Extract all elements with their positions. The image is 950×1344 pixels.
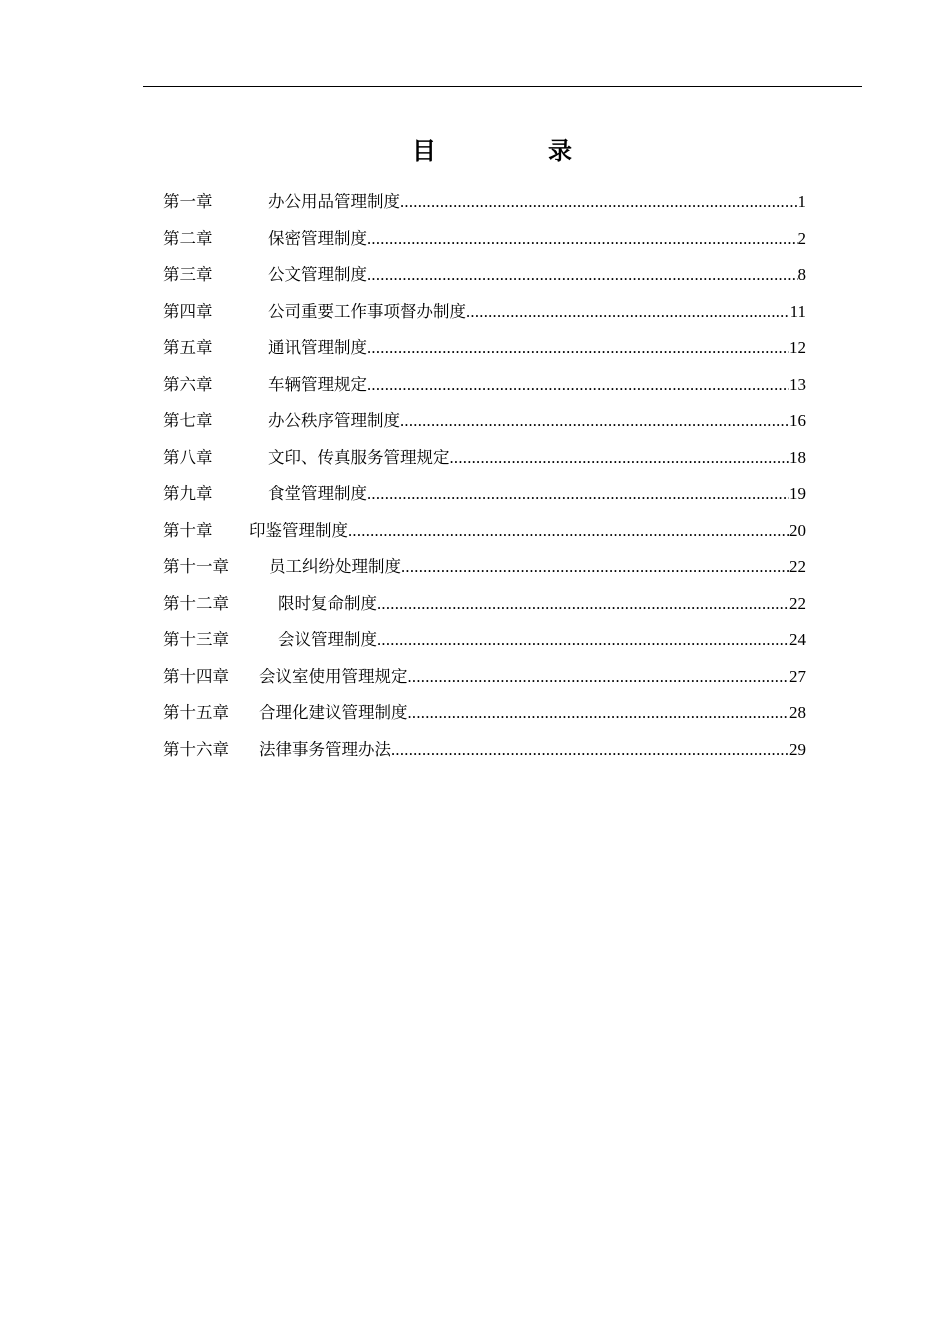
toc-heading: 文印、传真服务管理规定 bbox=[268, 447, 450, 467]
toc-chapter-number: 第九章 bbox=[163, 484, 213, 503]
toc-chapter-number: 第十章 bbox=[163, 520, 213, 540]
toc-chapter-number: 第十五章 bbox=[163, 703, 229, 722]
toc-dot-leader bbox=[377, 588, 789, 620]
toc-chapter-number: 第一章 bbox=[163, 192, 213, 211]
page-title: 目 录 bbox=[412, 137, 616, 165]
toc-dot-leader bbox=[400, 405, 789, 437]
toc-dot-leader bbox=[408, 661, 790, 693]
toc-dot-leader bbox=[348, 515, 789, 547]
toc-heading: 会议室使用管理规定 bbox=[259, 666, 408, 686]
toc-page-number: 1 bbox=[797, 192, 806, 211]
toc-heading: 法律事务管理办法 bbox=[259, 739, 391, 759]
toc-page-number: 24 bbox=[789, 630, 806, 649]
toc-chapter-number: 第二章 bbox=[163, 228, 213, 248]
toc-entry[interactable] bbox=[163, 734, 806, 771]
toc-heading: 通讯管理制度 bbox=[268, 338, 367, 357]
toc-chapter-number: 第七章 bbox=[163, 411, 213, 430]
toc-page-number: 28 bbox=[789, 703, 806, 722]
table-of-contents bbox=[163, 186, 806, 770]
toc-chapter-number: 第八章 bbox=[163, 447, 213, 467]
toc-entry[interactable] bbox=[163, 369, 806, 406]
toc-chapter-number: 第五章 bbox=[163, 338, 213, 357]
toc-heading: 车辆管理规定 bbox=[268, 374, 367, 394]
toc-page-number: 19 bbox=[789, 484, 806, 503]
toc-heading: 员工纠纷处理制度 bbox=[269, 557, 401, 576]
toc-entry[interactable] bbox=[163, 259, 806, 296]
toc-chapter-number: 第十二章 bbox=[163, 593, 229, 613]
toc-entry[interactable] bbox=[163, 551, 806, 588]
toc-chapter-number: 第十一章 bbox=[163, 557, 229, 576]
toc-heading: 会议管理制度 bbox=[278, 630, 377, 649]
toc-dot-leader bbox=[367, 332, 789, 364]
toc-page-number: 27 bbox=[789, 666, 806, 686]
toc-page-number: 16 bbox=[789, 411, 806, 430]
toc-dot-leader bbox=[367, 223, 798, 255]
toc-page-number: 20 bbox=[789, 520, 806, 540]
toc-page-number: 18 bbox=[789, 447, 806, 467]
toc-page-number: 22 bbox=[789, 593, 806, 613]
toc-heading: 合理化建议管理制度 bbox=[259, 703, 408, 722]
toc-chapter-number: 第十三章 bbox=[163, 630, 229, 649]
toc-entry[interactable] bbox=[163, 332, 806, 369]
toc-chapter-number: 第十六章 bbox=[163, 739, 229, 759]
toc-dot-leader bbox=[400, 186, 798, 218]
toc-heading: 印鉴管理制度 bbox=[249, 520, 348, 540]
toc-entry[interactable] bbox=[163, 661, 806, 698]
toc-dot-leader bbox=[408, 697, 790, 729]
toc-dot-leader bbox=[450, 442, 790, 474]
toc-entry[interactable] bbox=[163, 697, 806, 734]
toc-dot-leader bbox=[377, 624, 789, 656]
toc-page-number: 12 bbox=[789, 338, 806, 357]
toc-entry[interactable] bbox=[163, 478, 806, 515]
toc-page-number: 2 bbox=[797, 228, 806, 248]
toc-entry[interactable] bbox=[163, 405, 806, 442]
toc-entry[interactable] bbox=[163, 223, 806, 260]
toc-heading: 保密管理制度 bbox=[268, 228, 367, 248]
header-rule bbox=[143, 86, 862, 87]
toc-chapter-number: 第十四章 bbox=[163, 666, 229, 686]
toc-page-number: 29 bbox=[789, 739, 806, 759]
toc-entry[interactable] bbox=[163, 442, 806, 479]
toc-dot-leader bbox=[391, 734, 789, 766]
toc-heading: 办公用品管理制度 bbox=[268, 192, 400, 211]
toc-dot-leader bbox=[367, 259, 798, 291]
toc-dot-leader bbox=[367, 369, 789, 401]
toc-heading: 办公秩序管理制度 bbox=[268, 411, 400, 430]
toc-dot-leader bbox=[401, 551, 789, 583]
toc-heading: 限时复命制度 bbox=[278, 593, 377, 613]
toc-entry[interactable] bbox=[163, 515, 806, 552]
toc-chapter-number: 第三章 bbox=[163, 265, 213, 284]
toc-heading: 公司重要工作事项督办制度 bbox=[268, 301, 466, 321]
toc-chapter-number: 第四章 bbox=[163, 301, 213, 321]
toc-entry[interactable] bbox=[163, 186, 806, 223]
toc-dot-leader bbox=[466, 296, 790, 328]
toc-heading: 食堂管理制度 bbox=[268, 484, 367, 503]
toc-entry[interactable] bbox=[163, 588, 806, 625]
toc-page-number: 8 bbox=[797, 265, 806, 284]
toc-dot-leader bbox=[367, 478, 789, 510]
toc-entry[interactable] bbox=[163, 624, 806, 661]
toc-chapter-number: 第六章 bbox=[163, 374, 213, 394]
toc-page-number: 22 bbox=[789, 557, 806, 576]
toc-entry[interactable] bbox=[163, 296, 806, 333]
toc-page-number: 11 bbox=[789, 301, 806, 321]
toc-heading: 公文管理制度 bbox=[268, 265, 367, 284]
toc-page-number: 13 bbox=[789, 374, 806, 394]
